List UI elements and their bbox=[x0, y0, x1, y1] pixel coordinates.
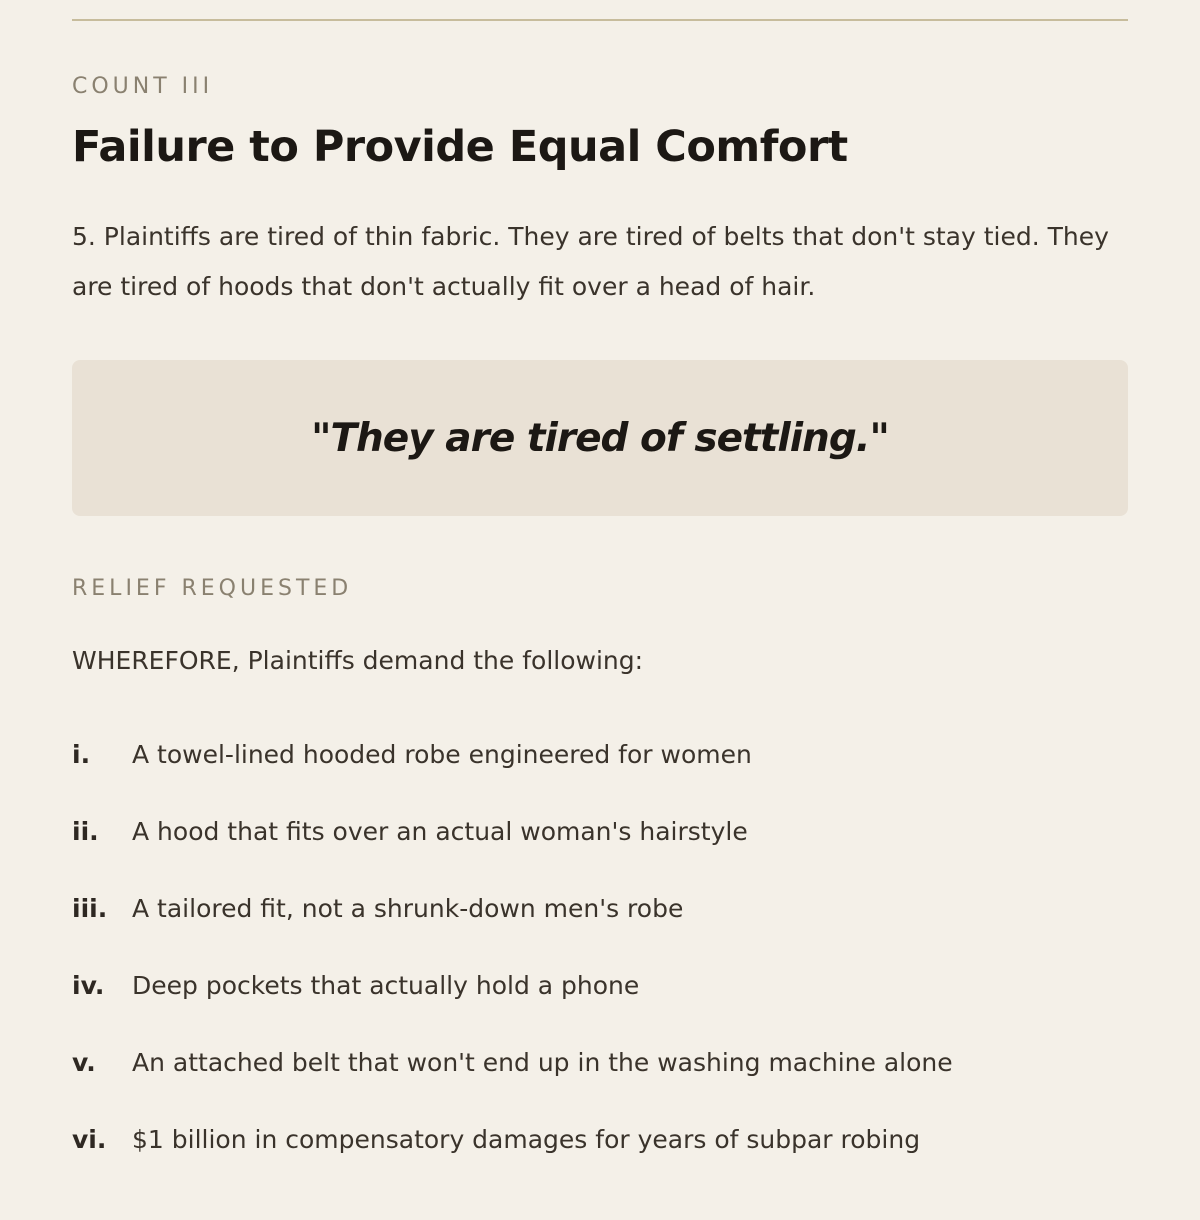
count-label: COUNT III bbox=[72, 74, 214, 99]
section-title: Failure to Provide Equal Comfort bbox=[72, 122, 848, 172]
relief-label: RELIEF REQUESTED bbox=[72, 576, 353, 601]
allegation-paragraph: 5. Plaintiffs are tired of thin fabric. They are tired of belts that don't stay tied. They are tired of hoods that don't actually fit over a head of hair. bbox=[72, 222, 1109, 301]
pull-quote bbox=[72, 360, 1128, 516]
item-text: Deep pockets that actually hold a phone bbox=[132, 971, 640, 1000]
pull-quote-text: "They are tired of settling." bbox=[311, 415, 889, 461]
item-number: iv. bbox=[72, 971, 105, 1000]
list-item bbox=[72, 817, 1128, 894]
list-item bbox=[72, 894, 1128, 971]
top-divider bbox=[72, 19, 1128, 21]
item-number: vi. bbox=[72, 1125, 107, 1154]
item-number: ii. bbox=[72, 817, 99, 846]
demands-list bbox=[72, 740, 1128, 1202]
item-number: v. bbox=[72, 1048, 96, 1077]
item-text: An attached belt that won't end up in the washing machine alone bbox=[132, 1048, 953, 1077]
list-item bbox=[72, 1125, 1128, 1202]
item-text: A hood that fits over an actual woman's hairstyle bbox=[132, 817, 748, 846]
list-item bbox=[72, 971, 1128, 1048]
item-number: i. bbox=[72, 740, 91, 769]
wherefore-text: WHEREFORE, Plaintiffs demand the following: bbox=[72, 646, 644, 675]
list-item bbox=[72, 740, 1128, 817]
item-text: $1 billion in compensatory damages for years of subpar robing bbox=[132, 1125, 921, 1154]
item-text: A tailored fit, not a shrunk-down men's robe bbox=[132, 894, 684, 923]
item-number: iii. bbox=[72, 894, 108, 923]
item-text: A towel-lined hooded robe engineered for women bbox=[132, 740, 752, 769]
list-item bbox=[72, 1048, 1128, 1125]
